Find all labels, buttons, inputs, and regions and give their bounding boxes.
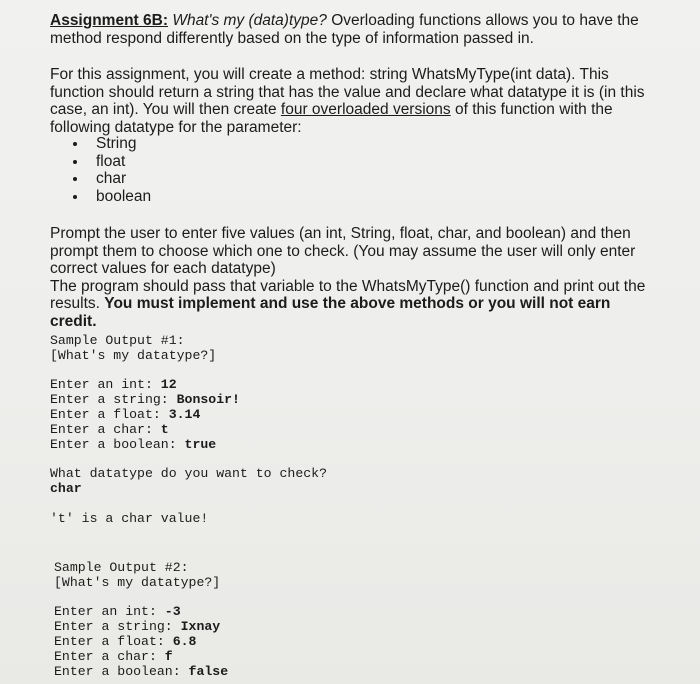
prompt-line: results. (50, 295, 105, 312)
description-line: For this assignment, you will create a method: string WhatsMyType(int data). This (50, 66, 609, 83)
overloaded-versions-emphasis: four overloaded versions (280, 101, 451, 118)
console-line: Enter a float: 6.8 (54, 634, 197, 649)
console-line: Enter a char: f (54, 649, 173, 664)
description-line: function should return a string that has the value and declare what datatype it is (in this (50, 83, 645, 101)
description-line: of this function with the (450, 101, 613, 118)
sample-output-1-heading: Sample Output #1: (50, 333, 185, 348)
sample-output-1-question (50, 466, 327, 496)
sample-output-1-result: 't' is a char value! (50, 511, 209, 526)
prompt-instructions (50, 225, 650, 330)
console-line: Enter a char: t (50, 422, 169, 437)
console-line: Enter a string: Ixnay (54, 619, 221, 634)
list-item: String (70, 135, 151, 153)
console-line: Enter a boolean: true (50, 437, 217, 452)
intro-text-line1: Overloading functions allows you to have the (326, 12, 639, 29)
sample-output-1-inputs (50, 377, 240, 452)
list-item: boolean (70, 188, 151, 206)
credit-warning: You must implement and use the above methods or you will not earn credit. (50, 295, 611, 330)
assignment-question: What's my (data)type? (172, 12, 327, 29)
intro-text-line2: method respond differently based on the type of information passed in. (50, 29, 534, 47)
console-line: Enter a float: 3.14 (50, 407, 201, 422)
assignment-description (50, 66, 650, 136)
console-line: Enter a boolean: false (54, 664, 229, 679)
console-answer: char (50, 481, 82, 496)
console-line: Enter an int: 12 (50, 377, 177, 392)
console-line: Enter an int: -3 (54, 604, 181, 619)
assignment-label: Assignment 6B: (50, 12, 168, 29)
sample-output-2-subtitle: [What's my datatype?] (54, 575, 221, 590)
prompt-line: Prompt the user to enter five values (an int, String, float, char, and boolean) and then (50, 225, 631, 242)
assignment-intro (50, 12, 650, 47)
description-line: case, an int). You will then create (50, 101, 281, 118)
prompt-line: prompt them to choose which one to check. (You may assume the user will only enter (50, 242, 636, 260)
console-line: What datatype do you want to check? (50, 466, 327, 481)
list-item: char (70, 170, 151, 188)
prompt-line: The program should pass that variable to the WhatsMyType() function and print out the (50, 277, 646, 295)
description-line: following datatype for the parameter: (50, 118, 302, 136)
sample-output-1-subtitle: [What's my datatype?] (50, 348, 217, 363)
list-item: float (70, 153, 151, 171)
sample-output-2-inputs (54, 604, 228, 679)
prompt-line: correct values for each datatype) (50, 260, 276, 277)
datatype-list (70, 135, 151, 205)
console-line: Enter a string: Bonsoir! (50, 392, 240, 407)
sample-output-2-heading: Sample Output #2: (54, 560, 189, 575)
